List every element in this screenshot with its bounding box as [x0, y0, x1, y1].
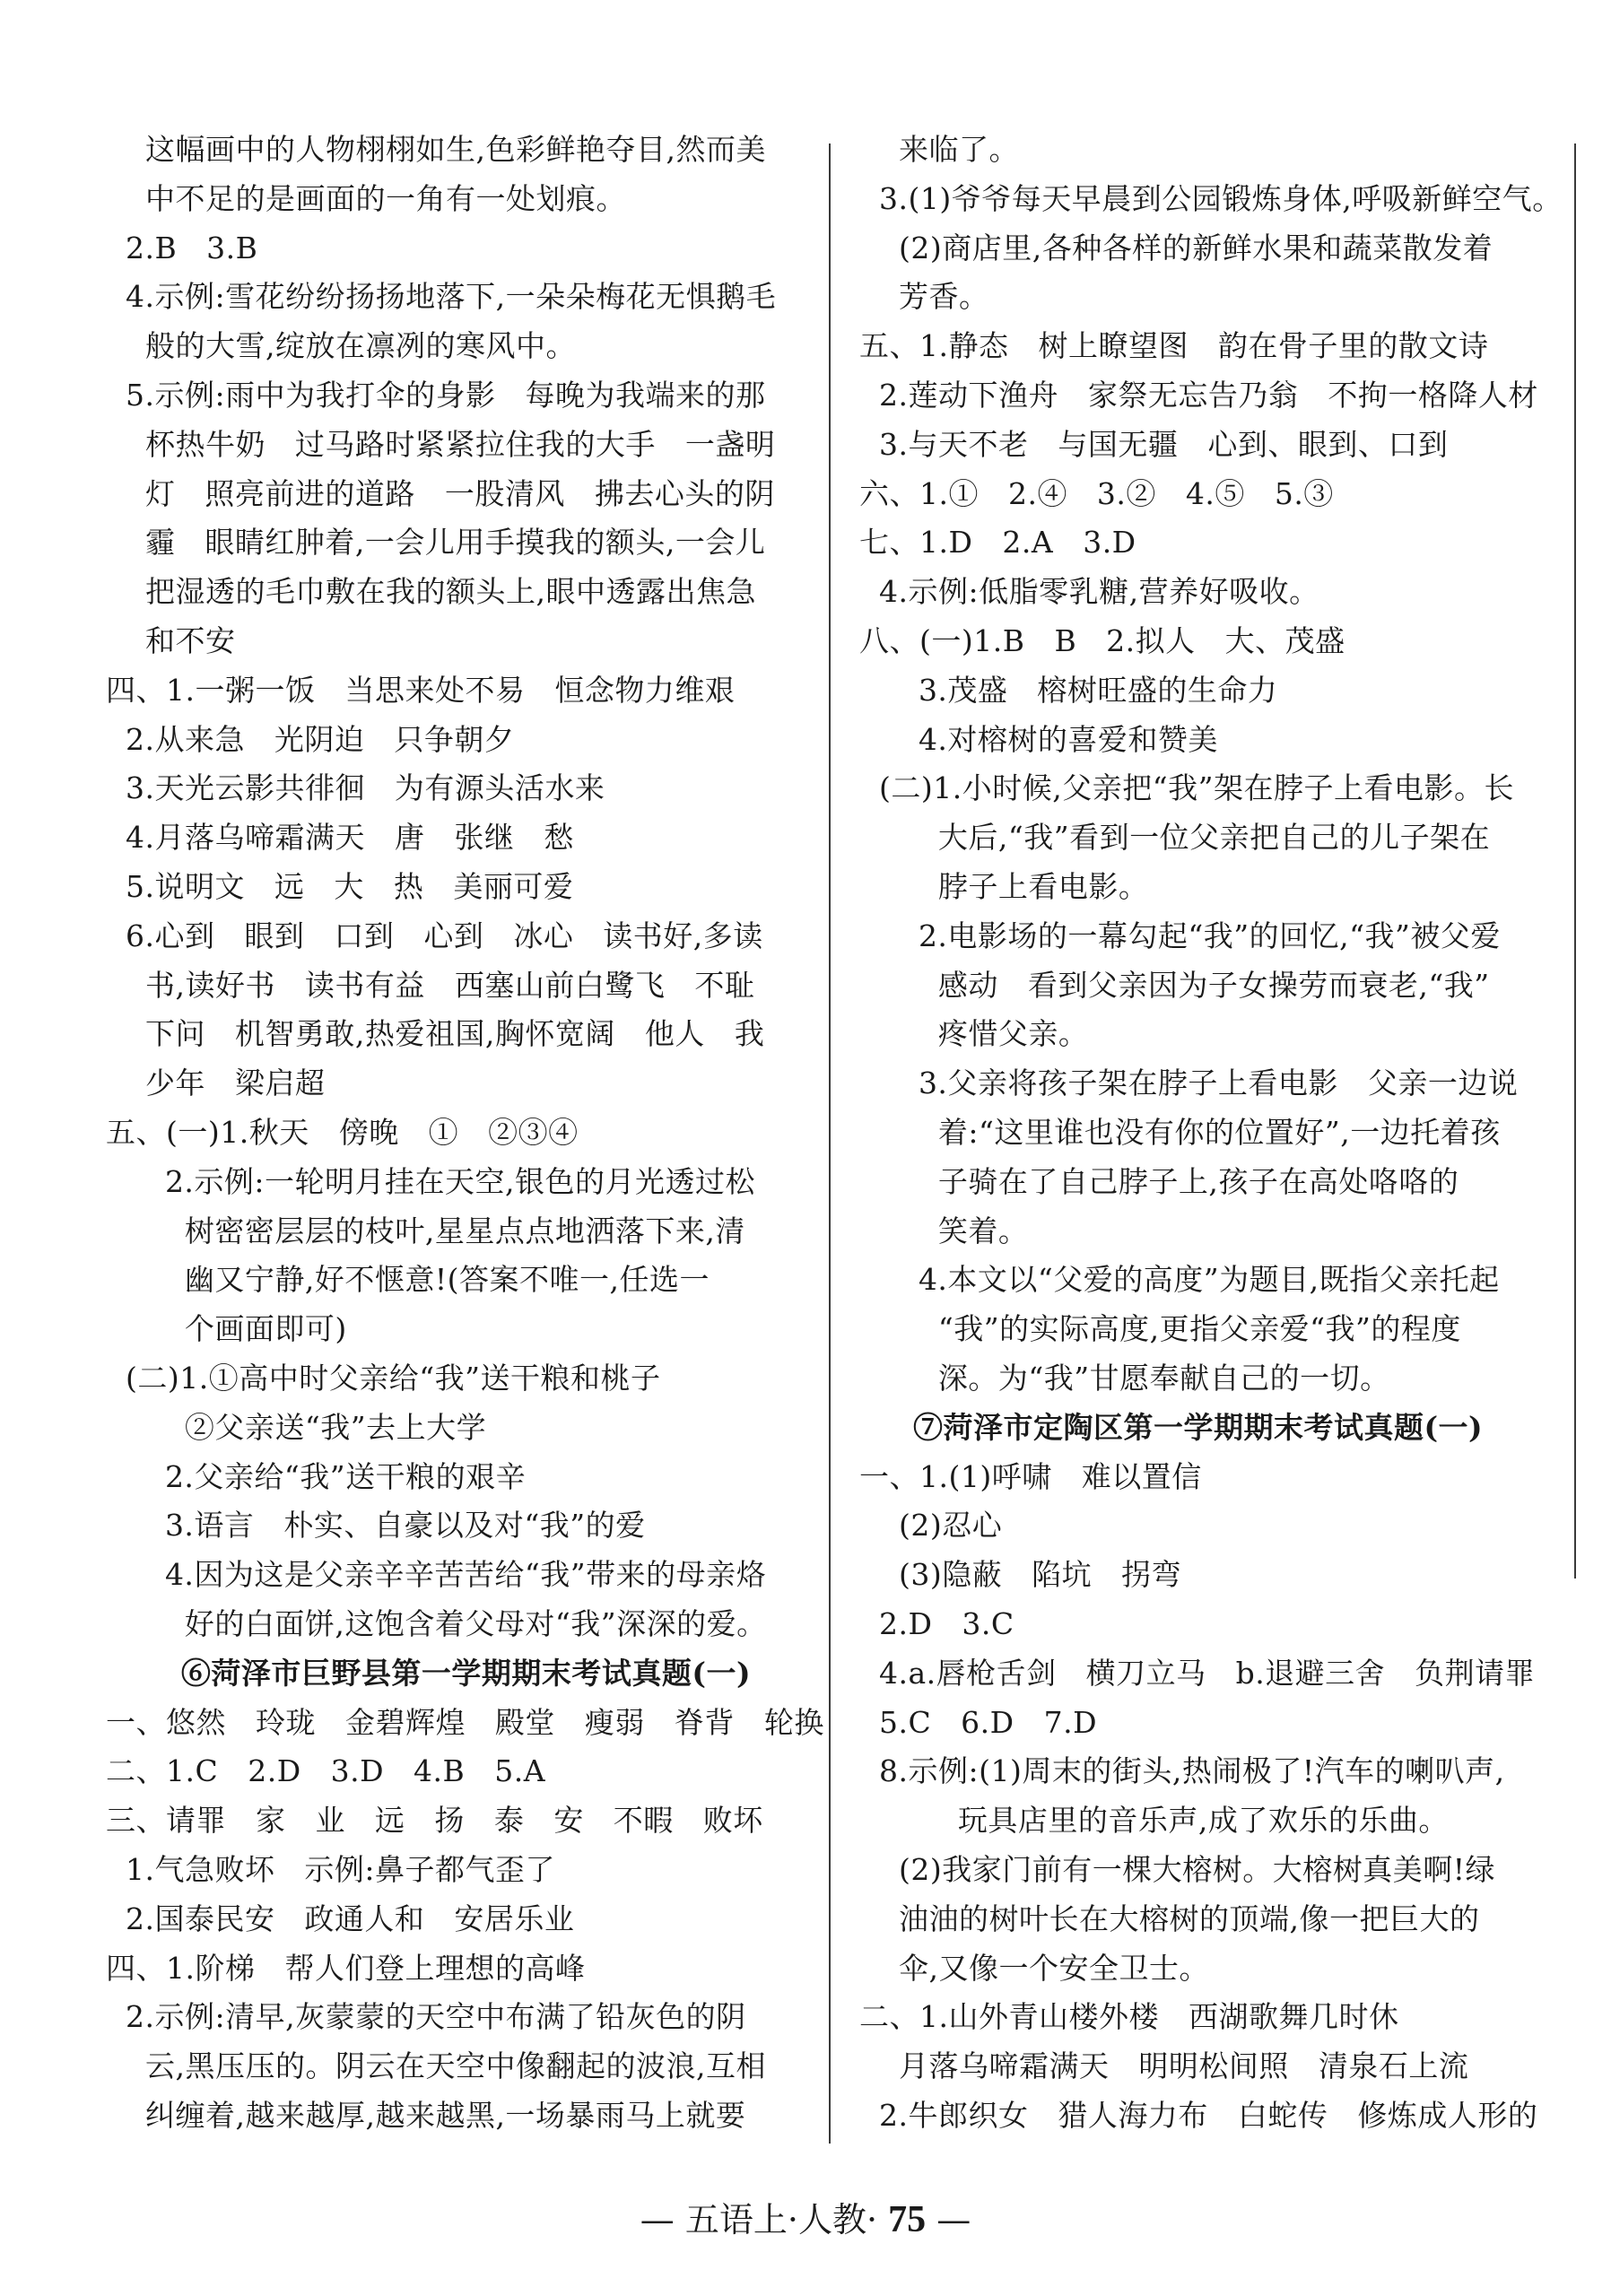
answer-line: 好的白面饼,这饱含着父母对“我”深深的爱。	[106, 1606, 767, 1641]
answer-line: 书,读好书 读书有益 西塞山前白鹭飞 不耻	[106, 967, 755, 1003]
answer-line: 个画面即可)	[106, 1311, 347, 1347]
answer-line: “我”的实际高度,更指父亲爱“我”的程度	[859, 1311, 1461, 1347]
answer-line: 一、1.(1)呼啸 难以置信	[859, 1458, 1202, 1494]
answer-line: 3.语言 朴实、自豪以及对“我”的爱	[106, 1508, 646, 1544]
answer-line: 感动 看到父亲因为子女操劳而衰老,“我”	[859, 967, 1490, 1003]
answer-line: 4.a.唇枪舌剑 横刀立马 b.退避三舍 负荆请罪	[859, 1655, 1536, 1691]
section-heading: ⑦菏泽市定陶区第一学期期末考试真题(一)	[859, 1409, 1484, 1445]
section-heading: ⑥菏泽市巨野县第一学期期末考试真题(一)	[106, 1655, 752, 1691]
answer-line: 五、(一)1.秋天 傍晚 ① ②③④	[106, 1115, 579, 1150]
answer-line: 笑着。	[859, 1213, 1029, 1248]
answer-line: 三、请罪 家 业 远 扬 泰 安 不暇 败坏	[106, 1803, 763, 1839]
answer-line: 大后,“我”看到一位父亲把自己的儿子架在	[859, 820, 1491, 856]
answer-line: 八、(一)1.B B 2.拟人 大、茂盛	[859, 623, 1345, 658]
answer-line: 6.心到 眼到 口到 心到 冰心 读书好,多读	[106, 918, 763, 953]
answer-line: 杯热牛奶 过马路时紧紧拉住我的大手 一盏明	[106, 426, 776, 462]
answer-line: 灯 照亮前进的道路 一股清风 拂去心头的阴	[106, 475, 775, 511]
answer-line: 七、1.D 2.A 3.D	[859, 525, 1136, 561]
answer-line: 8.示例:(1)周末的街头,热闹极了!汽车的喇叭声,	[859, 1753, 1505, 1789]
answer-line: 子骑在了自己脖子上,孩子在高处咯咯的	[859, 1163, 1459, 1199]
answer-line: 2.从来急 光阴迫 只争朝夕	[106, 721, 515, 757]
answer-line: 般的大雪,绽放在凛冽的寒风中。	[106, 328, 576, 364]
answer-line: 树密密层层的枝叶,星星点点地洒落下来,清	[106, 1213, 745, 1248]
answer-line: 中不足的是画面的一角有一处划痕。	[106, 180, 626, 216]
answer-line: (2)忍心	[859, 1508, 1003, 1544]
answer-line: 2.牛郎织女 猎人海力布 白蛇传 修炼成人形的	[859, 2098, 1538, 2133]
page-number: 75	[888, 2199, 927, 2240]
answer-line: 4.月落乌啼霜满天 唐 张继 愁	[106, 820, 574, 856]
answer-line: 2.D 3.C	[859, 1606, 1014, 1641]
answer-line: 4.示例:雪花纷纷扬扬地落下,一朵朵梅花无惧鹅毛	[106, 279, 777, 315]
answer-line: 2.国泰民安 政通人和 安居乐业	[106, 1900, 575, 1936]
answer-line: 把湿透的毛巾敷在我的额头上,眼中透露出焦急	[106, 574, 756, 610]
answer-line: 5.示例:雨中为我打伞的身影 每晚为我端来的那	[106, 378, 766, 413]
answer-line: 这幅画中的人物栩栩如生,色彩鲜艳夺目,然而美	[106, 132, 766, 167]
answer-line: 深。为“我”甘愿奉献自己的一切。	[859, 1361, 1390, 1396]
answer-line: 2.父亲给“我”送干粮的艰辛	[106, 1458, 527, 1494]
answer-line: 和不安	[106, 623, 236, 658]
answer-line: 下问 机智勇敢,热爱祖国,胸怀宽阔 他人 我	[106, 1016, 765, 1052]
right-margin-rule	[1574, 144, 1576, 1578]
answer-line: 疼惜父亲。	[859, 1016, 1089, 1052]
answer-line: 芳香。	[859, 279, 989, 315]
answer-line: 纠缠着,越来越厚,越来越黑,一场暴雨马上就要	[106, 2098, 746, 2133]
answer-line: (3)隐蔽 陷坑 拐弯	[859, 1557, 1182, 1593]
answer-line: 霾 眼睛红肿着,一会儿用手摸我的额头,一会儿	[106, 525, 766, 561]
answer-line: 2.示例:一轮明月挂在天空,银色的月光透过松	[106, 1163, 756, 1199]
answer-line: 3.与天不老 与国无疆 心到、眼到、口到	[859, 426, 1449, 462]
answer-line: 3.父亲将孩子架在脖子上看电影 父亲一边说	[859, 1065, 1519, 1101]
answer-line: (2)我家门前有一棵大榕树。大榕树真美啊!绿	[859, 1852, 1495, 1887]
answer-line: 4.因为这是父亲辛辛苦苦给“我”带来的母亲烙	[106, 1557, 767, 1593]
answer-line: 5.C 6.D 7.D	[859, 1704, 1098, 1740]
answer-line: 二、1.C 2.D 3.D 4.B 5.A	[106, 1753, 546, 1789]
answer-line: 着:“这里谁也没有你的位置好”,一边托着孩	[859, 1115, 1501, 1150]
answer-line: (2)商店里,各种各样的新鲜水果和蔬菜散发着	[859, 230, 1493, 265]
answer-line: (二)1.小时候,父亲把“我”架在脖子上看电影。长	[859, 770, 1514, 806]
answer-line: 2.示例:清早,灰蒙蒙的天空中布满了铅灰色的阴	[106, 1999, 746, 2035]
footer-label: — 五语上·人教·	[640, 2200, 878, 2239]
answer-line: 2.B 3.B	[106, 230, 258, 265]
page-footer	[0, 2193, 1611, 2247]
footer-dash: —	[936, 2200, 971, 2239]
answer-line: 一、悠然 玲珑 金碧辉煌 殿堂 瘦弱 脊背 轮换	[106, 1704, 824, 1740]
answer-line: 3.(1)爷爷每天早晨到公园锻炼身体,呼吸新鲜空气。	[859, 180, 1563, 216]
answer-line: 4.对榕树的喜爱和赞美	[859, 721, 1218, 757]
answer-line: 五、1.静态 树上瞭望图 韵在骨子里的散文诗	[859, 328, 1489, 364]
answer-line: ②父亲送“我”去上大学	[106, 1409, 487, 1445]
answer-line: 2.莲动下渔舟 家祭无忘告乃翁 不拘一格降人材	[859, 378, 1538, 413]
answer-line: 少年 梁启超	[106, 1065, 326, 1101]
answer-line: 1.气急败坏 示例:鼻子都气歪了	[106, 1852, 556, 1887]
answer-line: 幽又宁静,好不惬意!(答案不唯一,任选一	[106, 1262, 710, 1298]
answer-line: 来临了。	[859, 132, 1019, 167]
answer-line: 脖子上看电影。	[859, 869, 1149, 904]
answer-line: 月落乌啼霜满天 明明松间照 清泉石上流	[859, 2048, 1469, 2084]
answer-line: 4.示例:低脂零乳糖,营养好吸收。	[859, 574, 1319, 610]
answer-line: 四、1.一粥一饭 当思来处不易 恒念物力维艰	[106, 672, 736, 708]
answer-line: 5.说明文 远 大 热 美丽可爱	[106, 869, 574, 904]
answer-line: 四、1.阶梯 帮人们登上理想的高峰	[106, 1950, 586, 1986]
answer-line: 玩具店里的音乐声,成了欢乐的乐曲。	[859, 1803, 1449, 1839]
answer-line: 3.茂盛 榕树旺盛的生命力	[859, 672, 1278, 708]
answer-line: 油油的树叶长在大榕树的顶端,像一把巨大的	[859, 1900, 1480, 1936]
answer-line: 云,黑压压的。阴云在天空中像翻起的波浪,互相	[106, 2048, 766, 2084]
answer-line: 3.天光云影共徘徊 为有源头活水来	[106, 770, 605, 806]
answer-line: 伞,又像一个安全卫士。	[859, 1950, 1209, 1986]
answer-line: (二)1.①高中时父亲给“我”送干粮和桃子	[106, 1361, 661, 1396]
answer-line: 4.本文以“父爱的高度”为题目,既指父亲托起	[859, 1262, 1500, 1298]
answer-line: 二、1.山外青山楼外楼 西湖歌舞几时休	[859, 1999, 1399, 2035]
column-divider	[829, 144, 831, 2144]
answer-line: 2.电影场的一幕勾起“我”的回忆,“我”被父爱	[859, 918, 1501, 953]
answer-line: 六、1.① 2.④ 3.② 4.⑤ 5.③	[859, 475, 1334, 511]
